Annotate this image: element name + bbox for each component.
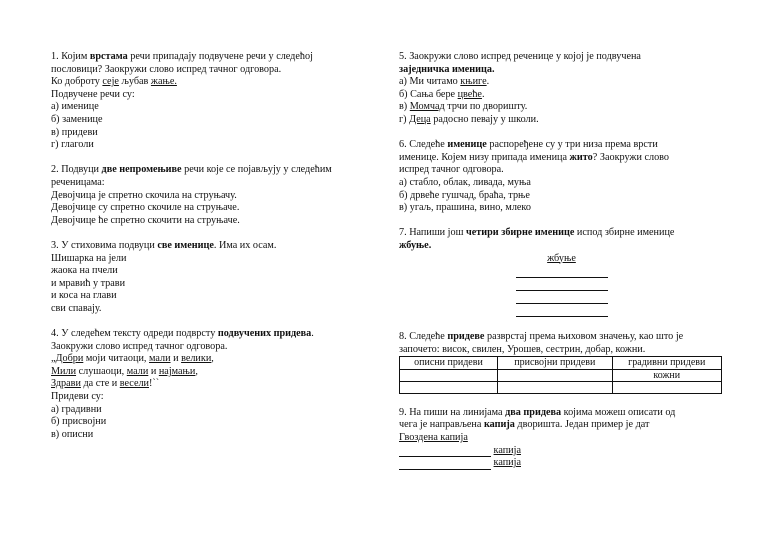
- adjective-table: [399, 356, 722, 394]
- right-column: [399, 51, 724, 482]
- text-line: Здрави да сте и весели!``: [51, 378, 160, 390]
- bold-term: два придева: [505, 406, 562, 418]
- option[interactable]: в) придеви: [51, 126, 98, 138]
- bold-term: жито: [569, 151, 593, 163]
- column-header: градивни придеви: [612, 357, 721, 370]
- option[interactable]: а) стабло, облак, ливада, муња: [399, 176, 531, 188]
- option[interactable]: б) дрвеће гушчад, браћа, трње: [399, 189, 530, 201]
- question-5: 5. Заокружи слово испред реченице у којој је подвучена заједничка именица. а) Ми читамо књиге. б) Сања бере цвеће. в) Момчад трчи по дворишту. г) Деца радосно певају у школи.: [399, 51, 724, 127]
- answer-label: Подвучене речи су:: [51, 88, 135, 100]
- bold-term: заједничка именица.: [399, 63, 495, 75]
- table-cell[interactable]: [612, 382, 721, 394]
- table-row: [400, 382, 722, 394]
- bold-term: придеве: [447, 331, 485, 343]
- question-9: 9. На пиши на линијама два придева којима можеш описати од чега је направљена капија дворишта. Један пример је дат Гвоздена капија капија капија: [399, 407, 724, 470]
- bold-term: две непромењиве: [101, 164, 182, 176]
- question-4: 4. У следећем тексту одреди подврсту подвучених придева. Заокружи слово испред тачног одговора. „Добри моји читаоци, мали и велики, Мили слушаоци, мали и најмањи, Здрави да сте и весели!`` Придеви су: а) градивни б) присвојни в) описни: [51, 328, 351, 441]
- answer-line[interactable]: капија: [399, 457, 724, 470]
- bold-term: четири збирне именице: [466, 227, 575, 239]
- question-number: 8.: [399, 331, 407, 343]
- question-number: 1.: [51, 51, 59, 62]
- option[interactable]: в) описни: [51, 428, 94, 440]
- sentence[interactable]: Девојчице ће спретно скочити на струњаче.: [51, 214, 240, 226]
- question-8: 8. Следеће придеве разврстај према њиховом значењу, као што је започето: висок, свилен, Урошев, сестрин, добар, кожни. описни придеви присвојни придеви градивни придеви кожни: [399, 331, 724, 394]
- table-cell[interactable]: [400, 382, 498, 394]
- column-header: присвојни придеви: [498, 357, 613, 370]
- proverb: Ко доброту сеје љубав жање.: [51, 76, 177, 88]
- question-number: 3.: [51, 239, 59, 251]
- option[interactable]: г) Деца радосно певају у школи.: [399, 113, 539, 125]
- answer-line[interactable]: капија: [399, 445, 724, 458]
- option[interactable]: б) Сања бере цвеће.: [399, 88, 485, 100]
- verse[interactable]: и мравић у трави: [51, 277, 126, 289]
- answer-line[interactable]: [516, 278, 608, 291]
- question-number: 6.: [399, 139, 407, 151]
- table-cell[interactable]: кожни: [612, 369, 721, 382]
- table-row: [400, 369, 722, 382]
- answer-line[interactable]: [516, 265, 608, 278]
- example-answer: Гвоздена капија: [399, 432, 468, 444]
- option[interactable]: а) Ми читамо књиге.: [399, 76, 490, 88]
- sentence[interactable]: Девојчица је спретно скочила на струњачу.: [51, 189, 237, 201]
- question-number: 5.: [399, 51, 407, 62]
- option[interactable]: б) присвојни: [51, 416, 107, 428]
- table-header-row: [400, 357, 722, 370]
- question-3: 3. У стиховима подвуци све именице. Има их осам. Шишарка на јели жаока на пчели и мравић у трави и коса на глави сви спавају.: [51, 240, 351, 316]
- question-number: 7.: [399, 227, 407, 239]
- answer-line[interactable]: [516, 291, 608, 304]
- text-line: „Добри моји читаоци, мали и велики,: [51, 353, 214, 365]
- bold-term: именице: [447, 139, 487, 151]
- question-number: 4.: [51, 328, 59, 340]
- verse[interactable]: жаока на пчели: [51, 265, 118, 277]
- table-cell[interactable]: [498, 382, 613, 394]
- column-header: описни придеви: [400, 357, 498, 370]
- bold-term: жбуње.: [399, 239, 432, 251]
- left-column: [51, 51, 351, 454]
- verse[interactable]: и коса на глави: [51, 290, 117, 302]
- question-number: 9.: [399, 406, 407, 418]
- option[interactable]: в) Момчад трчи по дворишту.: [399, 101, 528, 113]
- sentence[interactable]: Девојчице су спретно скочиле на струњаче.: [51, 202, 240, 214]
- option[interactable]: б) заменице: [51, 113, 103, 125]
- option[interactable]: в) угаљ, прашина, вино, млеко: [399, 202, 531, 214]
- table-cell[interactable]: [498, 369, 613, 382]
- answer-label: Придеви су:: [51, 391, 104, 403]
- table-cell[interactable]: [400, 369, 498, 382]
- verse[interactable]: Шишарка на јели: [51, 252, 127, 264]
- answer-line[interactable]: [516, 304, 608, 317]
- bold-term: подвучених придева: [217, 328, 312, 340]
- example-word: жбуње: [547, 252, 576, 264]
- bold-term: све именице: [157, 239, 214, 251]
- bold-term: капија: [483, 419, 515, 431]
- option[interactable]: г) глаголи: [51, 139, 94, 151]
- question-7: 7. Напиши још четири збирне именице испод збирне именице жбуње. жбуње: [399, 227, 724, 317]
- question-6: 6. Следеће именице распоређене су у три низа према врсти именице. Којем низу припада именица жито? Заокружи слово испред тачног одговора. а) стабло, облак, ливада, муња б) дрвеће гушчад, браћа, трње в) угаљ, прашина, вино, млеко: [399, 139, 724, 215]
- option[interactable]: а) градивни: [51, 403, 102, 415]
- question-2: 2. Подвуци две непромењиве речи које се појављују у следећим реченицама: Девојчица је спретно скочила на струњачу. Девојчице су спретно скочиле на струњаче. Девојчице ће спретно скочити на струњаче.: [51, 164, 351, 227]
- question-1: 1. Којим врстама речи припадају подвучене речи у следећој пословици? Заокружи слово испред тачног одговора. Ко доброту сеје љубав жање. Подвучене речи су: а) именице б) заменице в) придеви г) глаголи: [51, 51, 351, 152]
- option[interactable]: а) именице: [51, 101, 99, 113]
- verse[interactable]: сви спавају.: [51, 302, 102, 314]
- question-number: 2.: [51, 164, 59, 176]
- text-line: Мили слушаоци, мали и најмањи,: [51, 365, 198, 377]
- bold-term: врстама: [89, 51, 128, 62]
